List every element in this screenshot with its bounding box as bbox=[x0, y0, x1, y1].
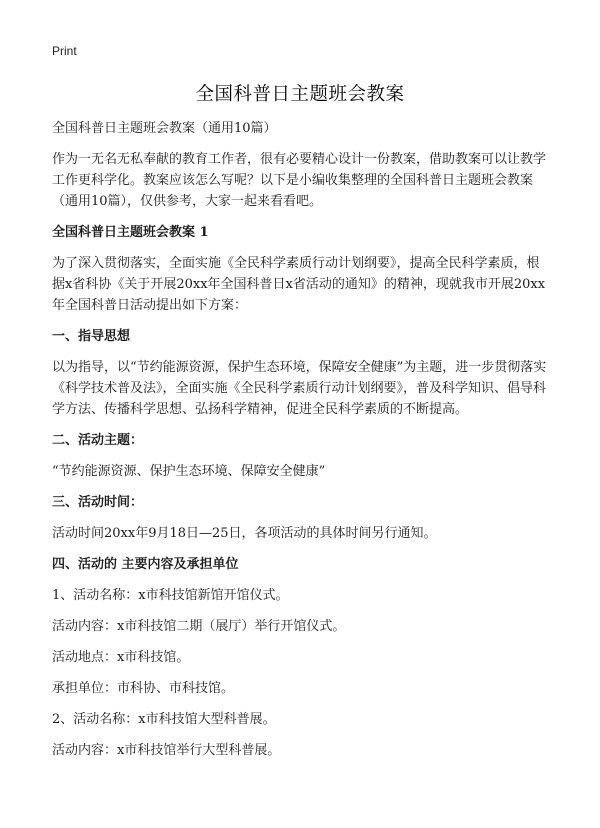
heading-activity-theme: 二、活动主题： bbox=[52, 433, 144, 448]
list-item: 活动内容：x市科技馆举行大型科普展。 bbox=[52, 743, 281, 758]
document-subtitle: 全国科普日主题班会教案（通用10篇） bbox=[52, 121, 277, 136]
list-item: 2、活动名称：x市科技馆大型科普展。 bbox=[52, 712, 276, 727]
heading-activity-time: 三、活动时间： bbox=[52, 495, 144, 510]
heading-guiding-thought: 一、指导思想 bbox=[52, 329, 131, 344]
guiding-thought-paragraph: 以为指导，以“节约能源资源，保护生态环境，保障安全健康”为主题，进一步贯彻落实《科学技术普及法》，全面实施《全民科学素质行动计划纲要》，普及科学知识、倡导科学方法、传播科学思想、弘扬科学精神，促进全民科学素质的不断提高。 bbox=[52, 360, 547, 417]
activity-time-paragraph: 活动时间20xx年9月18日—25日，各项活动的具体时间另行通知。 bbox=[52, 526, 437, 541]
list-item: 活动内容：x市科技馆二期（展厅）举行开馆仪式。 bbox=[52, 619, 346, 634]
page-title: 全国科普日主题班会教案 bbox=[195, 84, 405, 105]
list-item: 承担单位：市科协、市科技馆。 bbox=[52, 681, 235, 696]
section-1-paragraph: 为了深入贯彻落实，全面实施《全民科学素质行动计划纲要》，提高全民科学素质，根据x省科协《关于开展20xx年全国科普日x省活动的通知》的精神，现就我市开展20xx年全国科普日活动提出如下方案： bbox=[52, 256, 546, 313]
list-item: 活动地点：x市科技馆。 bbox=[52, 650, 190, 665]
heading-activity-content: 四、活动的 主要内容及承担单位 bbox=[52, 557, 239, 572]
list-item: 1、活动名称：x市科技馆新馆开馆仪式。 bbox=[52, 588, 289, 603]
print-link[interactable]: Print bbox=[52, 44, 77, 58]
intro-paragraph: 作为一无名无私奉献的教育工作者，很有必要精心设计一份教案，借助教案可以让教学工作更科学化。教案应该怎么写呢？以下是小编收集整理的全国科普日主题班会教案（通用10篇），仅供参考，大家一起来看看吧。 bbox=[52, 152, 547, 209]
activity-theme-paragraph: “节约能源资源、保护生态环境、保障安全健康” bbox=[52, 464, 326, 479]
document-body bbox=[52, 118, 548, 771]
section-heading-1: 全国科普日主题班会教案 1 bbox=[52, 225, 209, 240]
